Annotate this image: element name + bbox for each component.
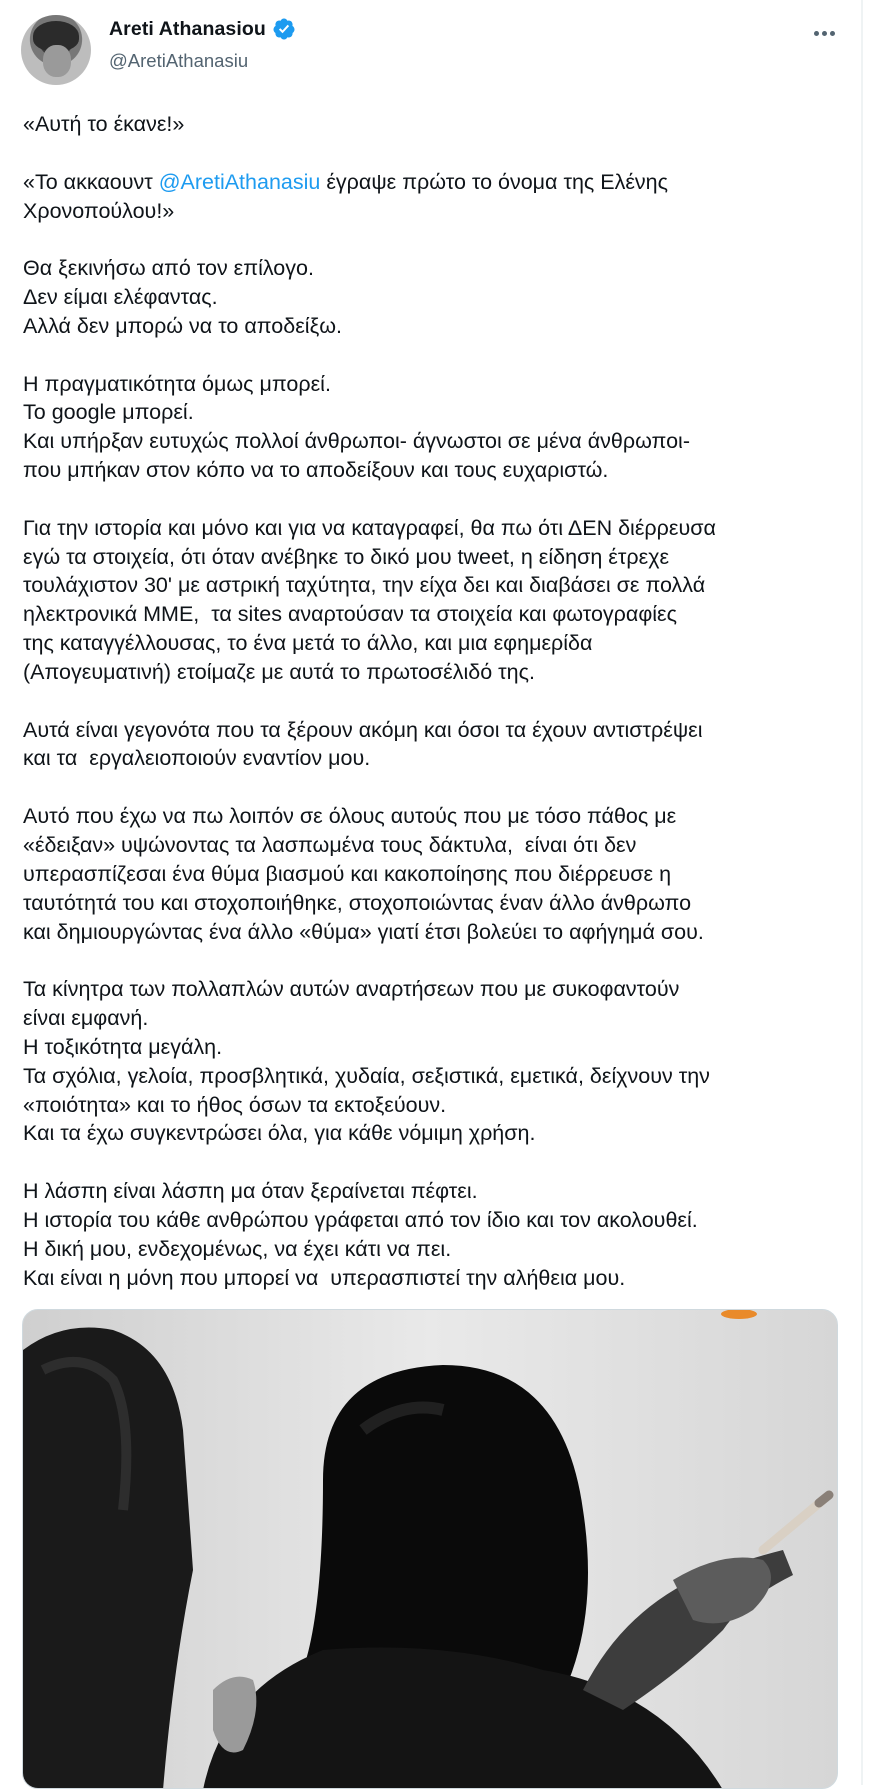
tweet-text-line: Για την ιστορία και μόνο και για να καταγραφεί, θα πω ότι ΔΕΝ διέρρευσα	[23, 515, 716, 540]
more-horizontal-icon-dot	[822, 31, 827, 36]
tweet-text-line: Αυτά είναι γεγονότα που τα ξέρουν ακόμη και όσοι τα έχουν αντιστρέψει	[23, 717, 703, 742]
tweet-text-line: Η πραγματικότητα όμως μπορεί.	[23, 371, 331, 396]
photo-hooded-figures	[23, 1310, 838, 1789]
more-horizontal-icon-dot	[830, 31, 835, 36]
blank-line	[23, 139, 843, 168]
more-horizontal-icon-dot	[814, 31, 819, 36]
tweet-text-line: Το google μπορεί.	[23, 400, 194, 425]
blank-line	[23, 687, 843, 716]
tweet-text-line: ηλεκτρονικά ΜΜΕ, τα sites αναρτούσαν τα στοιχεία και φωτογραφίες	[23, 602, 677, 627]
tweet-text-line: Η τοξικότητα μεγάλη.	[23, 1034, 223, 1059]
tweet-text-line: Η δική μου, ενδεχομένως, να έχει κάτι να πει.	[23, 1236, 452, 1261]
tweet-text-line: είναι εμφανή.	[23, 1006, 149, 1031]
tweet-text-line: Χρονοπούλου!»	[23, 198, 175, 223]
author-name-row	[109, 17, 296, 41]
tweet-text-segment: έγραψε πρώτο το όνομα της Ελένης	[320, 169, 668, 194]
tweet-text-line: που μπήκαν στον κόπο να το αποδείξουν και τους ευχαριστώ.	[23, 458, 609, 483]
tweet-text-line: «Αυτή το έκανε!»	[23, 112, 185, 136]
tweet-text-line: Τα σχόλια, γελοία, προσβλητικά, χυδαία, σεξιστικά, εμετικά, δείχνουν την	[23, 1063, 710, 1088]
tweet-text-line: Η λάσπη είναι λάσπη μα όταν ξεραίνεται πέφτει.	[23, 1179, 478, 1204]
blank-line	[23, 946, 843, 975]
mention-link[interactable]: @AretiAthanasiu	[158, 169, 321, 194]
tweet-media-photo[interactable]	[22, 1309, 838, 1789]
tweet-text-line: Αυτό που έχω να πω λοιπόν σε όλους αυτούς που με τόσο πάθος με	[23, 804, 677, 829]
verified-badge-icon	[272, 17, 296, 41]
tweet-text-line: Θα ξεκινήσω από τον επίλογο.	[23, 256, 314, 281]
tweet-text-line: Η ιστορία του κάθε ανθρώπου γράφεται από τον ίδιο και τον ακολουθεί.	[23, 1207, 698, 1232]
tweet-text-line: υπερασπίζεσαι ένα θύμα βιασμού και κακοποίησης που διέρρευσε η	[23, 861, 672, 886]
author-handle[interactable]: @AretiAthanasiu	[109, 50, 249, 71]
avatar-face-shape	[43, 45, 71, 77]
tweet-text-line: Δεν είμαι ελέφαντας.	[23, 285, 218, 310]
tweet-text-line: Και υπήρξαν ευτυχώς πολλοί άνθρωποι- άγνωστοι σε μένα άνθρωποι-	[23, 429, 690, 454]
tweet-body	[23, 110, 843, 1292]
tweet-text-line: ταυτότητά του και στοχοποιήθηκε, στοχοποιώντας έναν άλλο άνθρωπο	[23, 890, 692, 915]
more-options-button[interactable]	[808, 20, 840, 46]
tweet-header	[0, 0, 860, 100]
tweet-text-line: «έδειξαν» υψώνοντας τα λασπωμένα τους δάκτυλα, είναι ότι δεν	[23, 833, 637, 857]
blank-line	[23, 225, 843, 254]
tweet-text-line	[23, 168, 843, 197]
card-right-border	[861, 0, 863, 1785]
tweet-text-line: Και τα έχω συγκεντρώσει όλα, για κάθε νόμιμη χρήση.	[23, 1121, 536, 1146]
author-display-name[interactable]: Areti Athanasiou	[109, 17, 266, 40]
blank-line	[23, 341, 843, 370]
tweet-text-line: εγώ τα στοιχεία, ότι όταν ανέβηκε το δικό μου tweet, η είδηση έτρεχε	[23, 544, 670, 569]
tweet-text-line: της καταγγέλλουσας, το ένα μετά το άλλο, και μια εφημερίδα	[23, 631, 593, 656]
author-avatar[interactable]	[21, 15, 91, 85]
tweet-text-segment: «Το ακκαουντ	[23, 169, 159, 194]
blank-line	[23, 773, 843, 802]
tweet-text-line: και δημιουργώντας ένα άλλο «θύμα» γιατί έτσι βολεύει το αφήγημά σου.	[23, 919, 704, 944]
tweet-text-line: και τα εργαλειοποιούν εναντίον μου.	[23, 746, 371, 771]
tweet-text-line: (Απογευματινή) ετοίμαζε με αυτά το πρωτοσέλιδό της.	[23, 659, 535, 684]
blank-line	[23, 1148, 843, 1177]
tweet-text-line: τουλάχιστον 30' με αστρική ταχύτητα, την είχα δει και διαβάσει σε πολλά	[23, 573, 706, 598]
blank-line	[23, 485, 843, 514]
tweet-text-line: Και είναι η μόνη που μπορεί να υπερασπιστεί την αλήθεια μου.	[23, 1265, 626, 1290]
tweet-text-line: Αλλά δεν μπορώ να το αποδείξω.	[23, 313, 342, 338]
tweet-text-line: Τα κίνητρα των πολλαπλών αυτών αναρτήσεων που με συκοφαντούν	[23, 977, 680, 1002]
tweet-text-line: «ποιότητα» και το ήθος όσων τα εκτοξεύουν.	[23, 1092, 447, 1117]
